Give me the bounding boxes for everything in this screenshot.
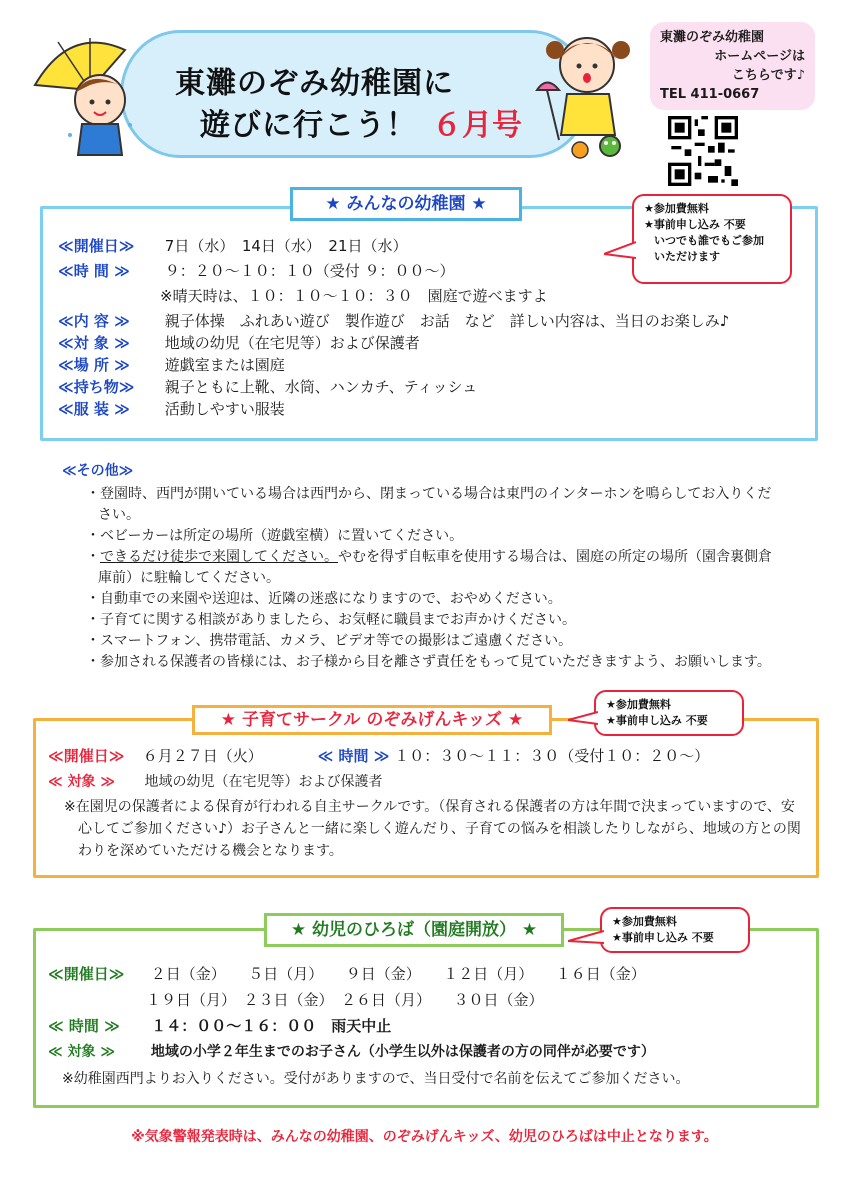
row-label: ≪ 対象 ≫: [48, 774, 116, 790]
row-value: 地域の幼児（在宅児等）および保護者: [144, 774, 383, 790]
list-item: ・ 参加される保護者の皆様には、お子様から目を離さず責任をもって見ていただきますよう、お願いします。: [86, 652, 776, 673]
row-label: ≪時 間 ≫: [58, 262, 130, 280]
row-label: ≪内 容 ≫: [58, 312, 130, 330]
girl-umbrella-illustration: [525, 20, 650, 165]
section-title-minna: ★ みんなの幼稚園 ★: [290, 187, 522, 221]
minna-place-row: [58, 355, 285, 375]
header: [0, 0, 849, 200]
row-value: 遊戯室または園庭: [164, 356, 285, 374]
child-umbrella-illustration: [30, 30, 150, 160]
hiroba-note: ※幼稚園西門よりお入りください。受付がありますので、当日受付で名前を伝えてご参加ください。: [62, 1071, 690, 1087]
row-label: ≪対 象 ≫: [58, 334, 130, 352]
row-label: ≪ 時間 ≫: [317, 747, 390, 765]
row-value: ６月２７日（火）: [142, 747, 263, 765]
row-value: 7日（水） 14日（水） 21日（水）: [164, 237, 408, 255]
callout-line: いただけます: [654, 250, 720, 263]
minna-clothes-row: [58, 399, 285, 419]
list-item: ・ 自動車での来園や送迎は、近隣の迷惑になりますので、おやめください。: [86, 589, 776, 610]
row-label: ≪開催日≫: [48, 747, 125, 765]
minna-date-row: [58, 236, 408, 256]
walk-request: できるだけ徒歩で来園してください。: [100, 549, 338, 565]
minna-sunny-note: [160, 286, 548, 306]
hiroba-date-row: [48, 964, 646, 984]
page-subtitle: 遊びに行こう！: [200, 108, 417, 143]
list-item: ・ 子育てに関する相談がありましたら、お気軽に職員までお声かけください。: [86, 610, 776, 631]
hp-name: 東灘のぞみ幼稚園: [660, 30, 765, 45]
row-value: １９日（月） ２３日（金） ２６日（月） ３０日（金）: [146, 991, 544, 1009]
other-notes-list: [86, 484, 776, 673]
row-value: １０：３０～１１：３０（受付１０：２０～）: [394, 747, 710, 765]
callout-line: ★事前申し込み 不要: [644, 218, 746, 231]
callout-line: いつでも誰でもご参加: [654, 234, 764, 247]
hiroba-target-row: [48, 1042, 655, 1062]
row-value: １４：００～１６：００ 雨天中止: [151, 1017, 392, 1035]
row-label: ≪開催日≫: [48, 965, 125, 983]
bike-note: やむを得ず自転車を使用する場合は、園庭の所定の場所（園舎裏側倉庫前）に駐輪してください。: [98, 549, 772, 586]
list-item: ・ 登園時、西門が開いている場合は西門から、閉まっている場合は東門のインターホンを鳴らしてお入りください。: [86, 484, 776, 526]
list-item: [86, 547, 776, 589]
hiroba-time-row: [48, 1016, 391, 1036]
section-title-hiroba: ★ 幼児のひろば（園庭開放） ★: [264, 913, 564, 947]
list-item: ・ スマートフォン、携帯電話、カメラ、ビデオ等での撮影はご遠慮ください。: [86, 631, 776, 652]
issue-label: ６月号: [432, 108, 522, 143]
other-label: ≪その他≫: [62, 463, 134, 479]
row-label: ≪持ち物≫: [58, 378, 135, 396]
row-label: ≪ 時間 ≫: [48, 1017, 120, 1035]
callout-line: ★事前申し込み 不要: [606, 714, 708, 727]
minna-target-row: [58, 333, 420, 353]
kids-date-row: [48, 746, 709, 766]
callout-line: ★参加費無料: [644, 202, 709, 215]
row-value: ２日（金） ５日（月） ９日（金） １２日（月） １６日（金）: [150, 965, 646, 983]
callout-line: ★参加費無料: [606, 698, 671, 711]
fee-callout-1: [632, 194, 792, 284]
qr-code-icon[interactable]: [668, 116, 738, 186]
kids-note: ※在園児の保護者による保育が行われる自主サークルです。（保育される保護者の方は年間で決まっていますので、安心してご参加ください♪）お子さんと一緒に楽しく遊んだり、子育ての悩みを相談したりしながら、地域の方との関わりを深めていただける機会となります。: [64, 799, 801, 859]
section-title-kids: ★ 子育てサークル のぞみげんキッズ ★: [192, 705, 552, 735]
row-value: ９：２０～１０：１０（受付 ９：００～）: [164, 262, 455, 280]
row-value: 親子ともに上靴、水筒、ハンカチ、ティッシュ: [164, 378, 478, 396]
minna-items-row: [58, 377, 477, 397]
fee-callout-2: [594, 690, 744, 736]
hp-text-2: こちらです♪: [731, 68, 805, 83]
row-value: 活動しやすい服装: [164, 400, 285, 418]
callout-tail: [604, 240, 636, 260]
row-value: 親子体操 ふれあい遊び 製作遊び お話 など 詳しい内容は、当日のお楽しみ♪: [164, 312, 730, 330]
callout-line: ★参加費無料: [612, 915, 677, 928]
hiroba-date-row-2: [146, 990, 544, 1010]
homepage-info-box: [650, 22, 815, 110]
row-value: ※晴天時は、１０：１０～１０：３０ 園庭で遊べますよ: [160, 287, 548, 305]
row-value: 地域の幼児（在宅児等）および保護者: [164, 334, 420, 352]
row-label: ≪服 装 ≫: [58, 400, 130, 418]
phone-number: TEL 411-0667: [660, 87, 760, 102]
list-item: ・ ベビーカーは所定の場所（遊戯室横）に置いてください。: [86, 526, 776, 547]
fee-callout-3: [600, 907, 750, 953]
minna-time-row: [58, 261, 455, 281]
weather-warning-footer: ※気象警報発表時は、みんなの幼稚園、のぞみげんキッズ、幼児のひろばは中止となります。: [131, 1129, 718, 1145]
row-value: 地域の小学２年生までのお子さん（小学生以外は保護者の方の同伴が必要です）: [150, 1044, 655, 1060]
row-label: ≪ 対象 ≫: [48, 1044, 116, 1060]
kids-target-row: [48, 772, 382, 792]
other-heading: [62, 461, 133, 481]
row-label: ≪場 所 ≫: [58, 356, 130, 374]
minna-content-row: [58, 311, 729, 331]
callout-line: ★事前申し込み 不要: [612, 931, 714, 944]
page-title: 東灘のぞみ幼稚園に: [175, 66, 454, 101]
callout-tail: [568, 929, 604, 947]
hp-text: ホームページは: [714, 49, 805, 64]
callout-tail: [568, 710, 598, 728]
row-label: ≪開催日≫: [58, 237, 135, 255]
